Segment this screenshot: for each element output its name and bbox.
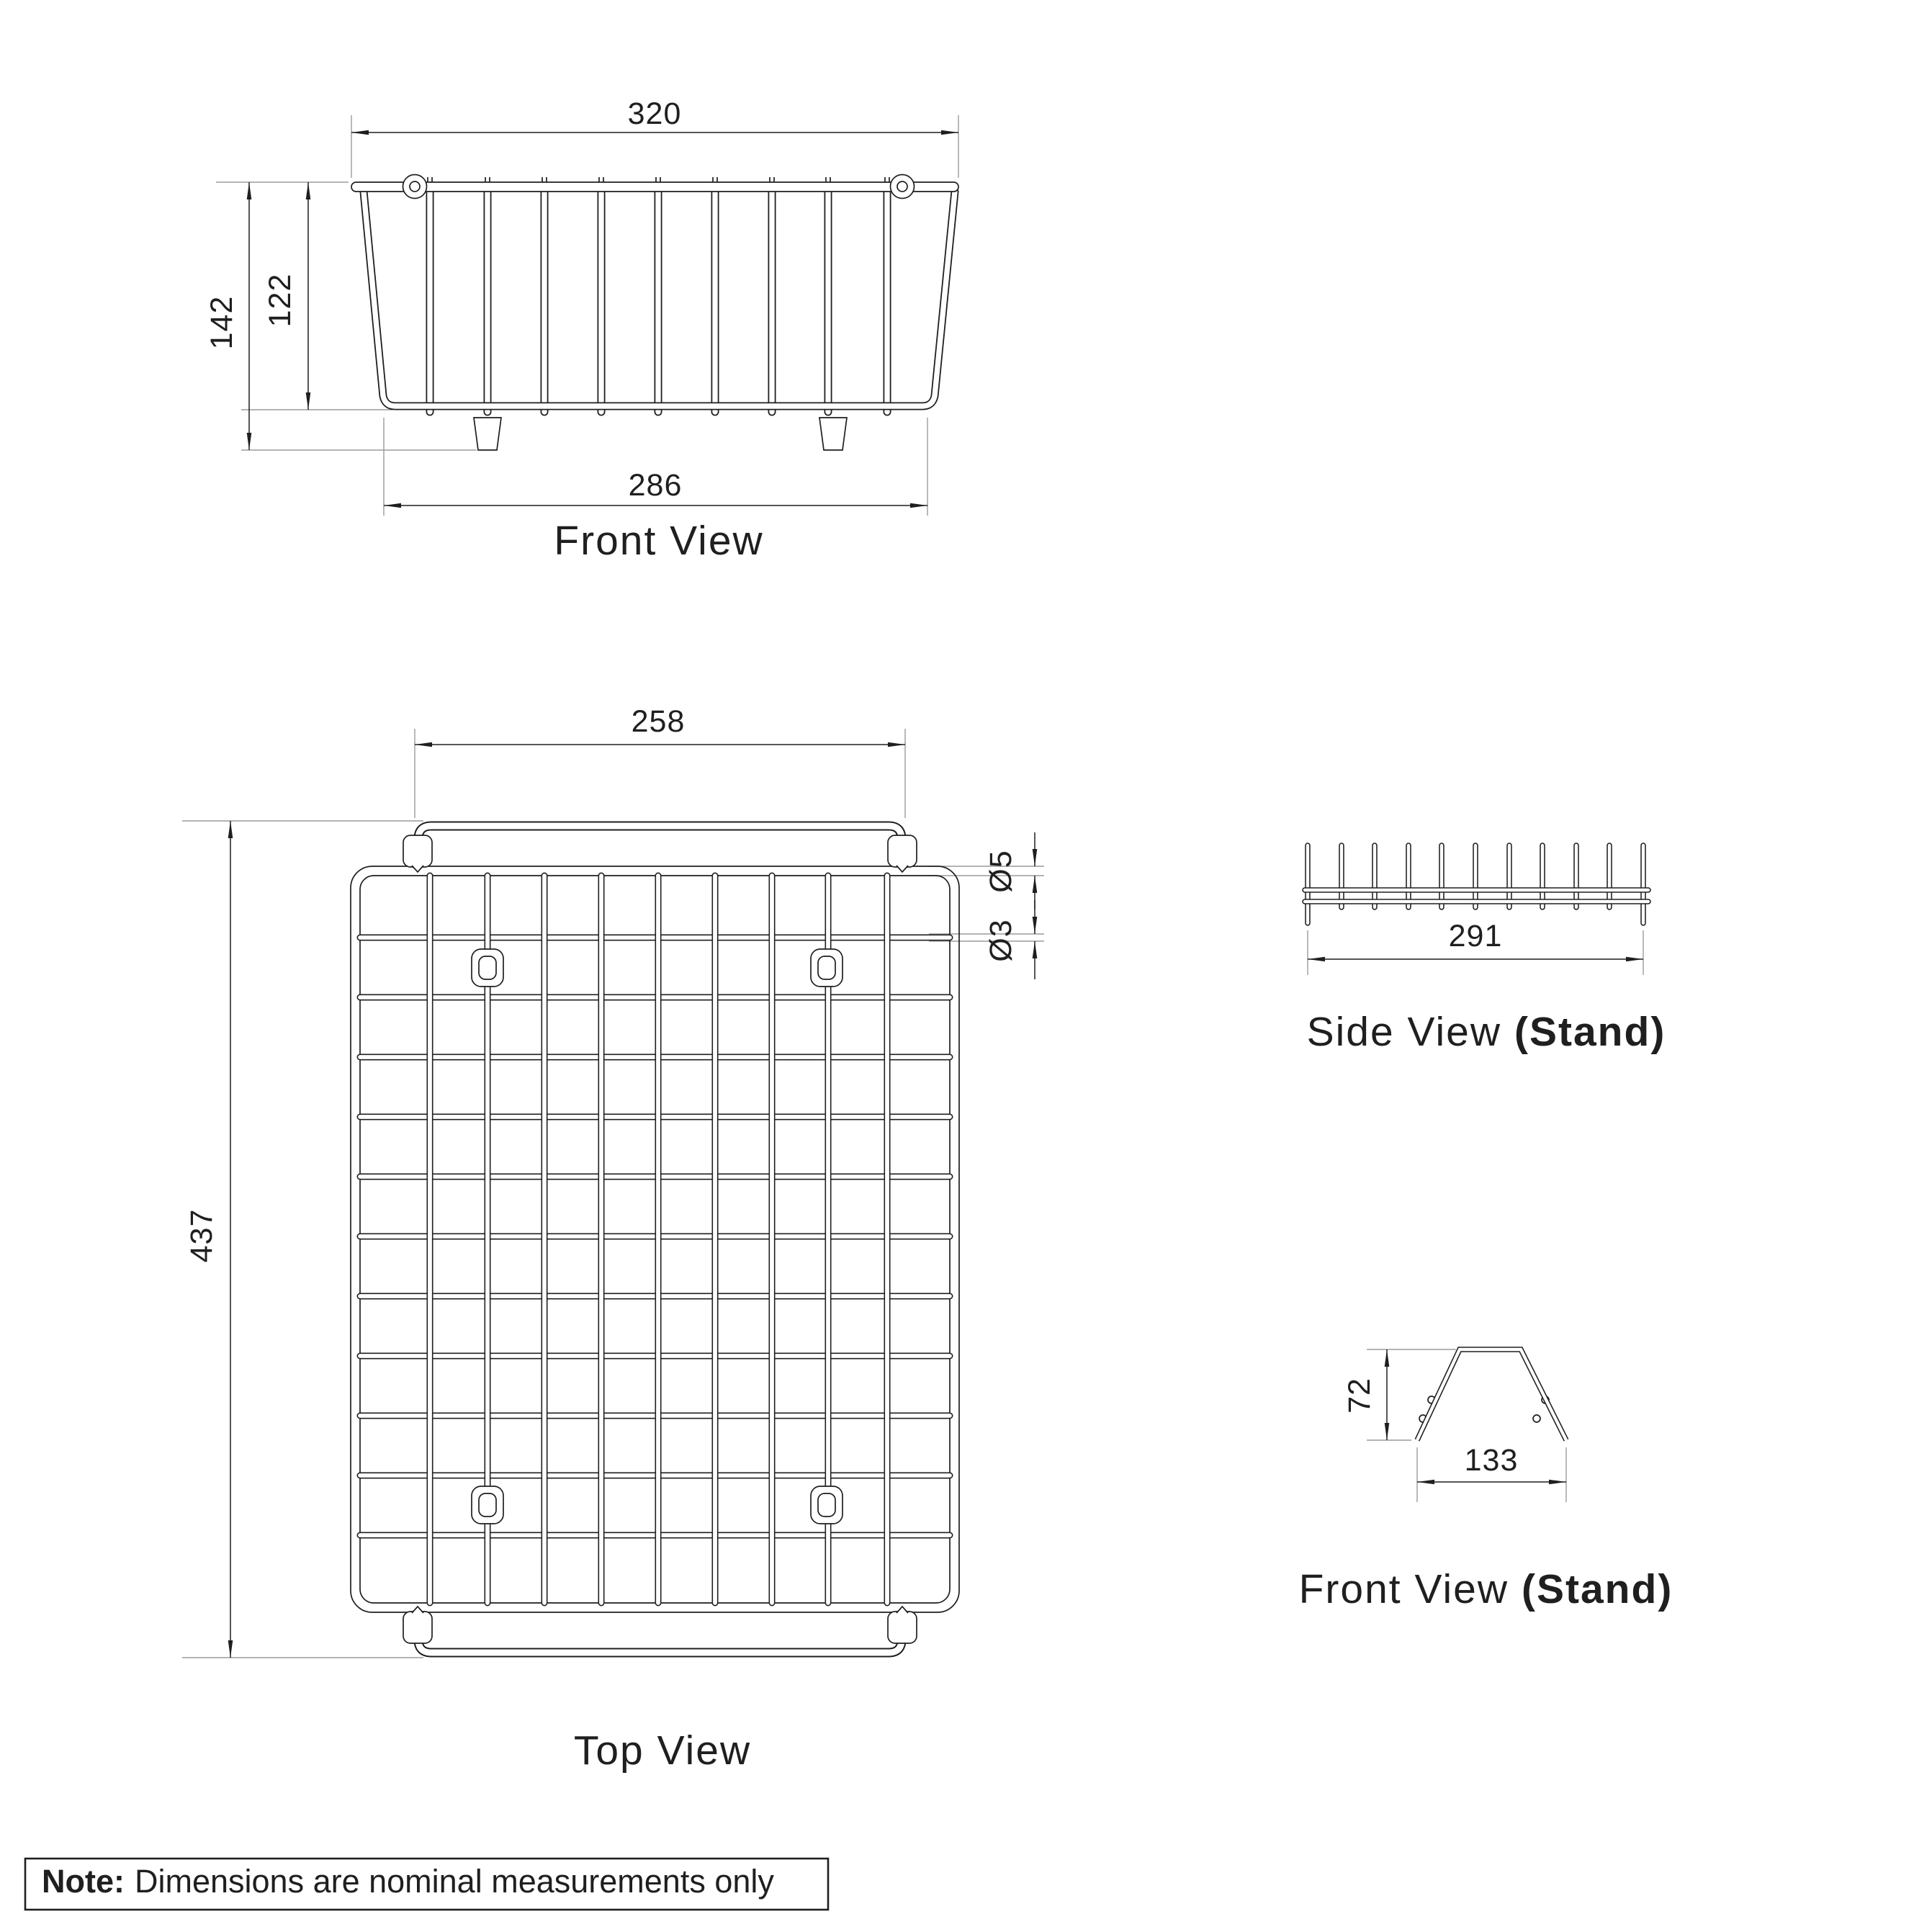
basket-top-rail: [351, 182, 958, 192]
dim-front-total-height: 142: [205, 295, 239, 350]
front-view-extension-lines: [216, 115, 958, 516]
front-view-label: Front View: [554, 518, 764, 564]
side-stand-label-suffix: (Stand): [1514, 1009, 1666, 1055]
dim-frame-wire-diameter: Ø5: [984, 850, 1018, 893]
basket-front-drawing: [351, 175, 958, 451]
basket-feet: [474, 418, 847, 450]
front-view-basket: [205, 96, 958, 564]
note-prefix: Note:: [42, 1863, 125, 1900]
dim-top-length: 437: [184, 1208, 219, 1263]
side-view-stand: [1305, 845, 1666, 1055]
basket-vertical-wires: [430, 192, 887, 412]
front-stand-extension-lines: [1367, 1349, 1566, 1502]
dim-front-inner-height: 122: [263, 273, 297, 328]
dim-grid-wire-diameter: Ø3: [984, 919, 1018, 962]
front-stand-label: Front View: [1298, 1566, 1509, 1612]
dim-front-bottom-width: 286: [628, 468, 683, 503]
stand-side-drawing: [1305, 845, 1648, 923]
note-box: [25, 1859, 828, 1910]
note-body: Dimensions are nominal measurements only: [134, 1863, 774, 1900]
front-view-stand: [1299, 1349, 1673, 1612]
dim-stand-base-width: 133: [1464, 1443, 1519, 1478]
top-view-label: Top View: [573, 1727, 752, 1774]
note-text: [42, 1863, 774, 1900]
front-stand-label-suffix: (Stand): [1522, 1566, 1673, 1612]
stand-front-drawing: [1417, 1349, 1566, 1440]
side-stand-label: Side View: [1306, 1009, 1501, 1055]
dim-front-top-width: 320: [627, 96, 682, 131]
stand-prongs: [1308, 845, 1643, 923]
dim-top-handle-width: 258: [631, 704, 686, 739]
dim-stand-height: 72: [1342, 1378, 1377, 1414]
rail-hook-ticks: [428, 177, 889, 182]
dim-stand-width: 291: [1448, 919, 1503, 953]
top-view: [182, 704, 1044, 1774]
top-view-extension-lines: [182, 729, 1044, 1658]
